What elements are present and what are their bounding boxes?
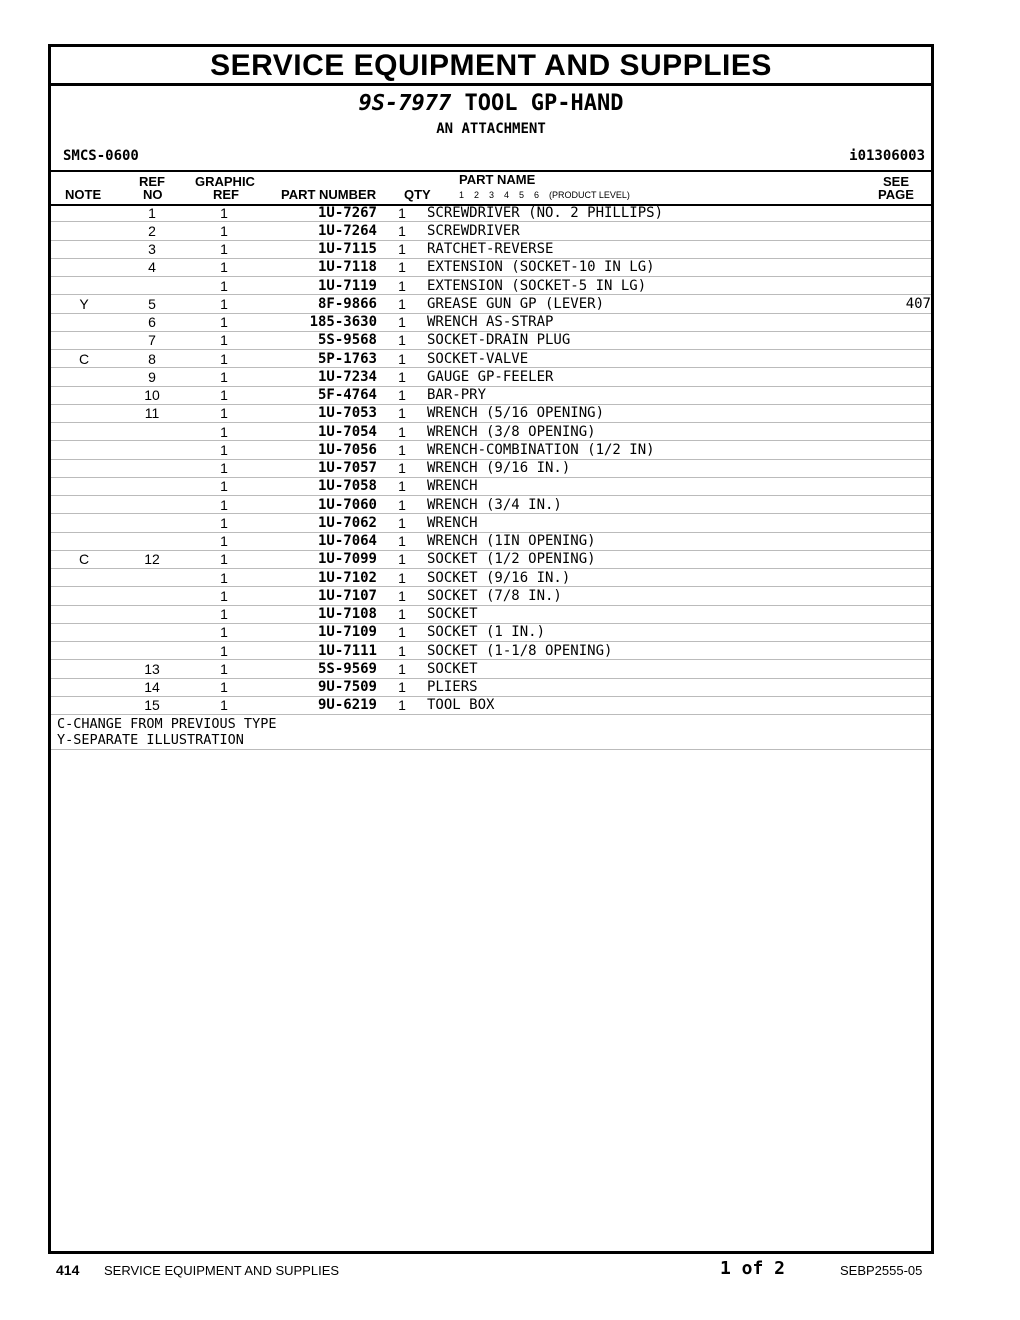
ref-no-cell <box>117 277 187 295</box>
part-number-cell: 1U-7064 <box>261 532 377 550</box>
part-name-cell: TOOL BOX <box>427 696 857 714</box>
table-row <box>51 404 931 422</box>
qty-cell: 1 <box>377 678 427 696</box>
group-heading <box>51 91 931 116</box>
table-row <box>51 313 931 331</box>
qty-cell: 1 <box>377 277 427 295</box>
graphic-ref-cell: 1 <box>187 222 261 240</box>
note-cell <box>51 313 117 331</box>
qty-cell: 1 <box>377 331 427 349</box>
note-cell <box>51 696 117 714</box>
part-name-cell: WRENCH AS-STRAP <box>427 313 857 331</box>
part-number-cell: 1U-7118 <box>261 258 377 276</box>
graphic-ref-cell: 1 <box>187 605 261 623</box>
illustration-id: i01306003 <box>849 148 925 164</box>
ref-no-cell: 14 <box>117 678 187 696</box>
qty-cell: 1 <box>377 295 427 313</box>
parts-table <box>51 204 931 715</box>
part-name-cell: WRENCH (3/4 IN.) <box>427 496 857 514</box>
ref-no-cell <box>117 605 187 623</box>
ref-no-cell <box>117 459 187 477</box>
part-number-cell: 1U-7119 <box>261 277 377 295</box>
part-name-cell: WRENCH <box>427 514 857 532</box>
note-cell <box>51 331 117 349</box>
part-name-cell: SOCKET (1-1/8 OPENING) <box>427 642 857 660</box>
ref-no-cell <box>117 514 187 532</box>
ref-no-cell: 9 <box>117 368 187 386</box>
part-number-cell: 1U-7058 <box>261 477 377 495</box>
qty-cell: 1 <box>377 514 427 532</box>
qty-cell: 1 <box>377 660 427 678</box>
qty-cell: 1 <box>377 404 427 422</box>
note-cell <box>51 240 117 258</box>
note-cell: C <box>51 350 117 368</box>
qty-cell: 1 <box>377 696 427 714</box>
qty-cell: 1 <box>377 368 427 386</box>
graphic-ref-cell: 1 <box>187 386 261 404</box>
ref-no-cell <box>117 496 187 514</box>
ref-no-cell: 4 <box>117 258 187 276</box>
see-page-cell <box>857 532 931 550</box>
ref-no-cell: 11 <box>117 404 187 422</box>
table-row <box>51 204 931 222</box>
graphic-ref-cell: 1 <box>187 623 261 641</box>
part-name-cell: RATCHET-REVERSE <box>427 240 857 258</box>
see-page-cell <box>857 423 931 441</box>
page-title: SERVICE EQUIPMENT AND SUPPLIES <box>51 47 931 86</box>
part-number-cell: 1U-7062 <box>261 514 377 532</box>
qty-cell: 1 <box>377 386 427 404</box>
ref-no-cell <box>117 587 187 605</box>
part-number-cell: 1U-7107 <box>261 587 377 605</box>
note-cell <box>51 222 117 240</box>
ref-no-cell: 7 <box>117 331 187 349</box>
col-graphic-top: GRAPHIC <box>195 174 255 189</box>
part-name-cell: WRENCH (3/8 OPENING) <box>427 423 857 441</box>
table-row <box>51 240 931 258</box>
ref-no-cell: 3 <box>117 240 187 258</box>
qty-cell: 1 <box>377 496 427 514</box>
ref-no-cell: 5 <box>117 295 187 313</box>
graphic-ref-cell: 1 <box>187 660 261 678</box>
see-page-cell <box>857 459 931 477</box>
part-name-cell: SCREWDRIVER <box>427 222 857 240</box>
group-subtitle: AN ATTACHMENT <box>436 121 546 137</box>
table-row <box>51 441 931 459</box>
see-page-cell <box>857 623 931 641</box>
ref-no-cell <box>117 532 187 550</box>
table-row <box>51 496 931 514</box>
qty-cell: 1 <box>377 258 427 276</box>
col-see-bottom: PAGE <box>878 187 914 202</box>
note-cell <box>51 623 117 641</box>
footer-document: SEBP2555-05 <box>840 1263 923 1278</box>
col-graphic-bottom: REF <box>213 187 239 202</box>
see-page-cell <box>857 569 931 587</box>
graphic-ref-cell: 1 <box>187 295 261 313</box>
see-page-cell <box>857 277 931 295</box>
graphic-ref-cell: 1 <box>187 587 261 605</box>
note-cell <box>51 642 117 660</box>
graphic-ref-cell: 1 <box>187 423 261 441</box>
part-name-cell: WRENCH (1IN OPENING) <box>427 532 857 550</box>
part-number-cell: 8F-9866 <box>261 295 377 313</box>
see-page-cell <box>857 350 931 368</box>
graphic-ref-cell: 1 <box>187 240 261 258</box>
see-page-cell <box>857 240 931 258</box>
part-name-cell: SOCKET (1 IN.) <box>427 623 857 641</box>
footer-sheet: 1 of 2 <box>720 1258 786 1279</box>
see-page-cell <box>857 258 931 276</box>
table-row <box>51 587 931 605</box>
graphic-ref-cell: 1 <box>187 441 261 459</box>
note-cell: C <box>51 550 117 568</box>
see-page-cell <box>857 331 931 349</box>
see-page-cell <box>857 204 931 222</box>
part-name-cell: SOCKET (9/16 IN.) <box>427 569 857 587</box>
table-row <box>51 368 931 386</box>
graphic-ref-cell: 1 <box>187 532 261 550</box>
col-qty: QTY <box>404 187 431 202</box>
note-cell <box>51 441 117 459</box>
see-page-cell <box>857 605 931 623</box>
table-row <box>51 514 931 532</box>
qty-cell: 1 <box>377 204 427 222</box>
see-page-cell <box>857 222 931 240</box>
table-row <box>51 642 931 660</box>
ref-no-cell: 10 <box>117 386 187 404</box>
part-name-cell: SOCKET <box>427 660 857 678</box>
part-name-cell: WRENCH (9/16 IN.) <box>427 459 857 477</box>
part-number-cell: 9U-7509 <box>261 678 377 696</box>
see-page-cell <box>857 696 931 714</box>
part-number-cell: 1U-7102 <box>261 569 377 587</box>
graphic-ref-cell: 1 <box>187 404 261 422</box>
table-row <box>51 550 931 568</box>
graphic-ref-cell: 1 <box>187 514 261 532</box>
note-separate: Y-SEPARATE ILLUSTRATION <box>57 731 244 748</box>
see-page-cell <box>857 678 931 696</box>
ref-no-cell: 2 <box>117 222 187 240</box>
graphic-ref-cell: 1 <box>187 642 261 660</box>
qty-cell: 1 <box>377 587 427 605</box>
part-number-cell: 1U-7108 <box>261 605 377 623</box>
see-page-cell <box>857 477 931 495</box>
qty-cell: 1 <box>377 477 427 495</box>
table-row <box>51 331 931 349</box>
note-cell <box>51 678 117 696</box>
part-name-cell: WRENCH-COMBINATION (1/2 IN) <box>427 441 857 459</box>
part-number-cell: 1U-7264 <box>261 222 377 240</box>
graphic-ref-cell: 1 <box>187 331 261 349</box>
ref-no-cell: 15 <box>117 696 187 714</box>
part-number-cell: 1U-7057 <box>261 459 377 477</box>
group-name: TOOL GP-HAND <box>464 91 624 116</box>
graphic-ref-cell: 1 <box>187 496 261 514</box>
part-name-cell: SOCKET-DRAIN PLUG <box>427 331 857 349</box>
footer-page-number: 414 <box>56 1262 80 1278</box>
note-cell <box>51 386 117 404</box>
ref-no-cell <box>117 477 187 495</box>
graphic-ref-cell: 1 <box>187 459 261 477</box>
ref-no-cell: 12 <box>117 550 187 568</box>
see-page-cell <box>857 313 931 331</box>
part-number-cell: 185-3630 <box>261 313 377 331</box>
note-cell <box>51 459 117 477</box>
see-page-cell <box>857 404 931 422</box>
qty-cell: 1 <box>377 240 427 258</box>
note-cell: Y <box>51 295 117 313</box>
qty-cell: 1 <box>377 569 427 587</box>
note-cell <box>51 587 117 605</box>
qty-cell: 1 <box>377 222 427 240</box>
note-cell <box>51 368 117 386</box>
qty-cell: 1 <box>377 623 427 641</box>
table-row <box>51 386 931 404</box>
part-name-cell: GAUGE GP-FEELER <box>427 368 857 386</box>
table-row <box>51 222 931 240</box>
table-row <box>51 423 931 441</box>
table-header <box>51 170 931 206</box>
note-cell <box>51 496 117 514</box>
part-number-cell: 1U-7109 <box>261 623 377 641</box>
graphic-ref-cell: 1 <box>187 550 261 568</box>
graphic-ref-cell: 1 <box>187 368 261 386</box>
ref-no-cell: 1 <box>117 204 187 222</box>
ref-no-cell <box>117 623 187 641</box>
note-cell <box>51 660 117 678</box>
table-row <box>51 459 931 477</box>
table-row <box>51 277 931 295</box>
qty-cell: 1 <box>377 423 427 441</box>
graphic-ref-cell: 1 <box>187 204 261 222</box>
smcs-code: SMCS-0600 <box>63 148 139 164</box>
see-page-cell <box>857 386 931 404</box>
qty-cell: 1 <box>377 459 427 477</box>
note-change: C-CHANGE FROM PREVIOUS TYPE <box>57 716 277 732</box>
ref-no-cell: 6 <box>117 313 187 331</box>
table-row <box>51 295 931 313</box>
ref-no-cell <box>117 441 187 459</box>
col-see-top: SEE <box>883 174 910 189</box>
table-row <box>51 477 931 495</box>
qty-cell: 1 <box>377 350 427 368</box>
graphic-ref-cell: 1 <box>187 477 261 495</box>
qty-cell: 1 <box>377 441 427 459</box>
part-number-cell: 1U-7056 <box>261 441 377 459</box>
see-page-cell <box>857 587 931 605</box>
table-row <box>51 605 931 623</box>
col-part-name: PART NAME <box>459 172 536 187</box>
note-cell <box>51 605 117 623</box>
table-row <box>51 532 931 550</box>
part-number-cell: 1U-7111 <box>261 642 377 660</box>
part-number-cell: 1U-7054 <box>261 423 377 441</box>
part-number-cell: 1U-7053 <box>261 404 377 422</box>
see-page-cell <box>857 660 931 678</box>
part-number-cell: 5F-4764 <box>261 386 377 404</box>
col-product-level: 1 2 3 4 5 6 (PRODUCT LEVEL) <box>459 190 630 200</box>
part-number-cell: 5S-9568 <box>261 331 377 349</box>
col-note: NOTE <box>65 187 102 202</box>
part-name-cell: PLIERS <box>427 678 857 696</box>
part-number-cell: 5S-9569 <box>261 660 377 678</box>
ref-no-cell <box>117 569 187 587</box>
graphic-ref-cell: 1 <box>187 569 261 587</box>
qty-cell: 1 <box>377 313 427 331</box>
note-cell <box>51 404 117 422</box>
group-number: 9S-7977 <box>358 91 452 116</box>
qty-cell: 1 <box>377 532 427 550</box>
note-cell <box>51 423 117 441</box>
part-name-cell: EXTENSION (SOCKET-5 IN LG) <box>427 277 857 295</box>
graphic-ref-cell: 1 <box>187 350 261 368</box>
footer-section: SERVICE EQUIPMENT AND SUPPLIES <box>104 1263 340 1278</box>
ref-no-cell: 8 <box>117 350 187 368</box>
graphic-ref-cell: 1 <box>187 277 261 295</box>
part-name-cell: SOCKET (7/8 IN.) <box>427 587 857 605</box>
part-name-cell: BAR-PRY <box>427 386 857 404</box>
see-page-cell <box>857 514 931 532</box>
col-ref-bottom: NO <box>143 187 163 202</box>
ref-no-cell: 13 <box>117 660 187 678</box>
part-number-cell: 9U-6219 <box>261 696 377 714</box>
see-page-cell <box>857 441 931 459</box>
part-number-cell: 1U-7234 <box>261 368 377 386</box>
note-cell <box>51 277 117 295</box>
see-page-cell <box>857 642 931 660</box>
part-name-cell: WRENCH (5/16 OPENING) <box>427 404 857 422</box>
graphic-ref-cell: 1 <box>187 696 261 714</box>
see-page-cell <box>857 496 931 514</box>
table-row <box>51 569 931 587</box>
table-row <box>51 678 931 696</box>
note-cell <box>51 514 117 532</box>
qty-cell: 1 <box>377 550 427 568</box>
col-part-number: PART NUMBER <box>281 187 377 202</box>
part-number-cell: 1U-7115 <box>261 240 377 258</box>
table-row <box>51 350 931 368</box>
see-page-cell <box>857 368 931 386</box>
graphic-ref-cell: 1 <box>187 678 261 696</box>
see-page-cell: 407 <box>857 295 931 313</box>
table-row <box>51 258 931 276</box>
note-cell <box>51 569 117 587</box>
page-frame <box>48 44 934 1254</box>
note-cell <box>51 204 117 222</box>
part-name-cell: SOCKET-VALVE <box>427 350 857 368</box>
ref-no-cell <box>117 642 187 660</box>
notes-section <box>51 717 931 750</box>
qty-cell: 1 <box>377 605 427 623</box>
part-number-cell: 1U-7060 <box>261 496 377 514</box>
table-row <box>51 623 931 641</box>
part-name-cell: SCREWDRIVER (NO. 2 PHILLIPS) <box>427 204 857 222</box>
part-number-cell: 1U-7099 <box>261 550 377 568</box>
ref-no-cell <box>117 423 187 441</box>
graphic-ref-cell: 1 <box>187 258 261 276</box>
part-name-cell: EXTENSION (SOCKET-10 IN LG) <box>427 258 857 276</box>
qty-cell: 1 <box>377 642 427 660</box>
part-number-cell: 5P-1763 <box>261 350 377 368</box>
note-cell <box>51 258 117 276</box>
note-cell <box>51 477 117 495</box>
part-name-cell: SOCKET (1/2 OPENING) <box>427 550 857 568</box>
col-ref-top: REF <box>139 174 165 189</box>
table-row <box>51 660 931 678</box>
part-number-cell: 1U-7267 <box>261 204 377 222</box>
table-row <box>51 696 931 714</box>
graphic-ref-cell: 1 <box>187 313 261 331</box>
note-cell <box>51 532 117 550</box>
part-name-cell: SOCKET <box>427 605 857 623</box>
see-page-cell <box>857 550 931 568</box>
part-name-cell: GREASE GUN GP (LEVER) <box>427 295 857 313</box>
part-name-cell: WRENCH <box>427 477 857 495</box>
